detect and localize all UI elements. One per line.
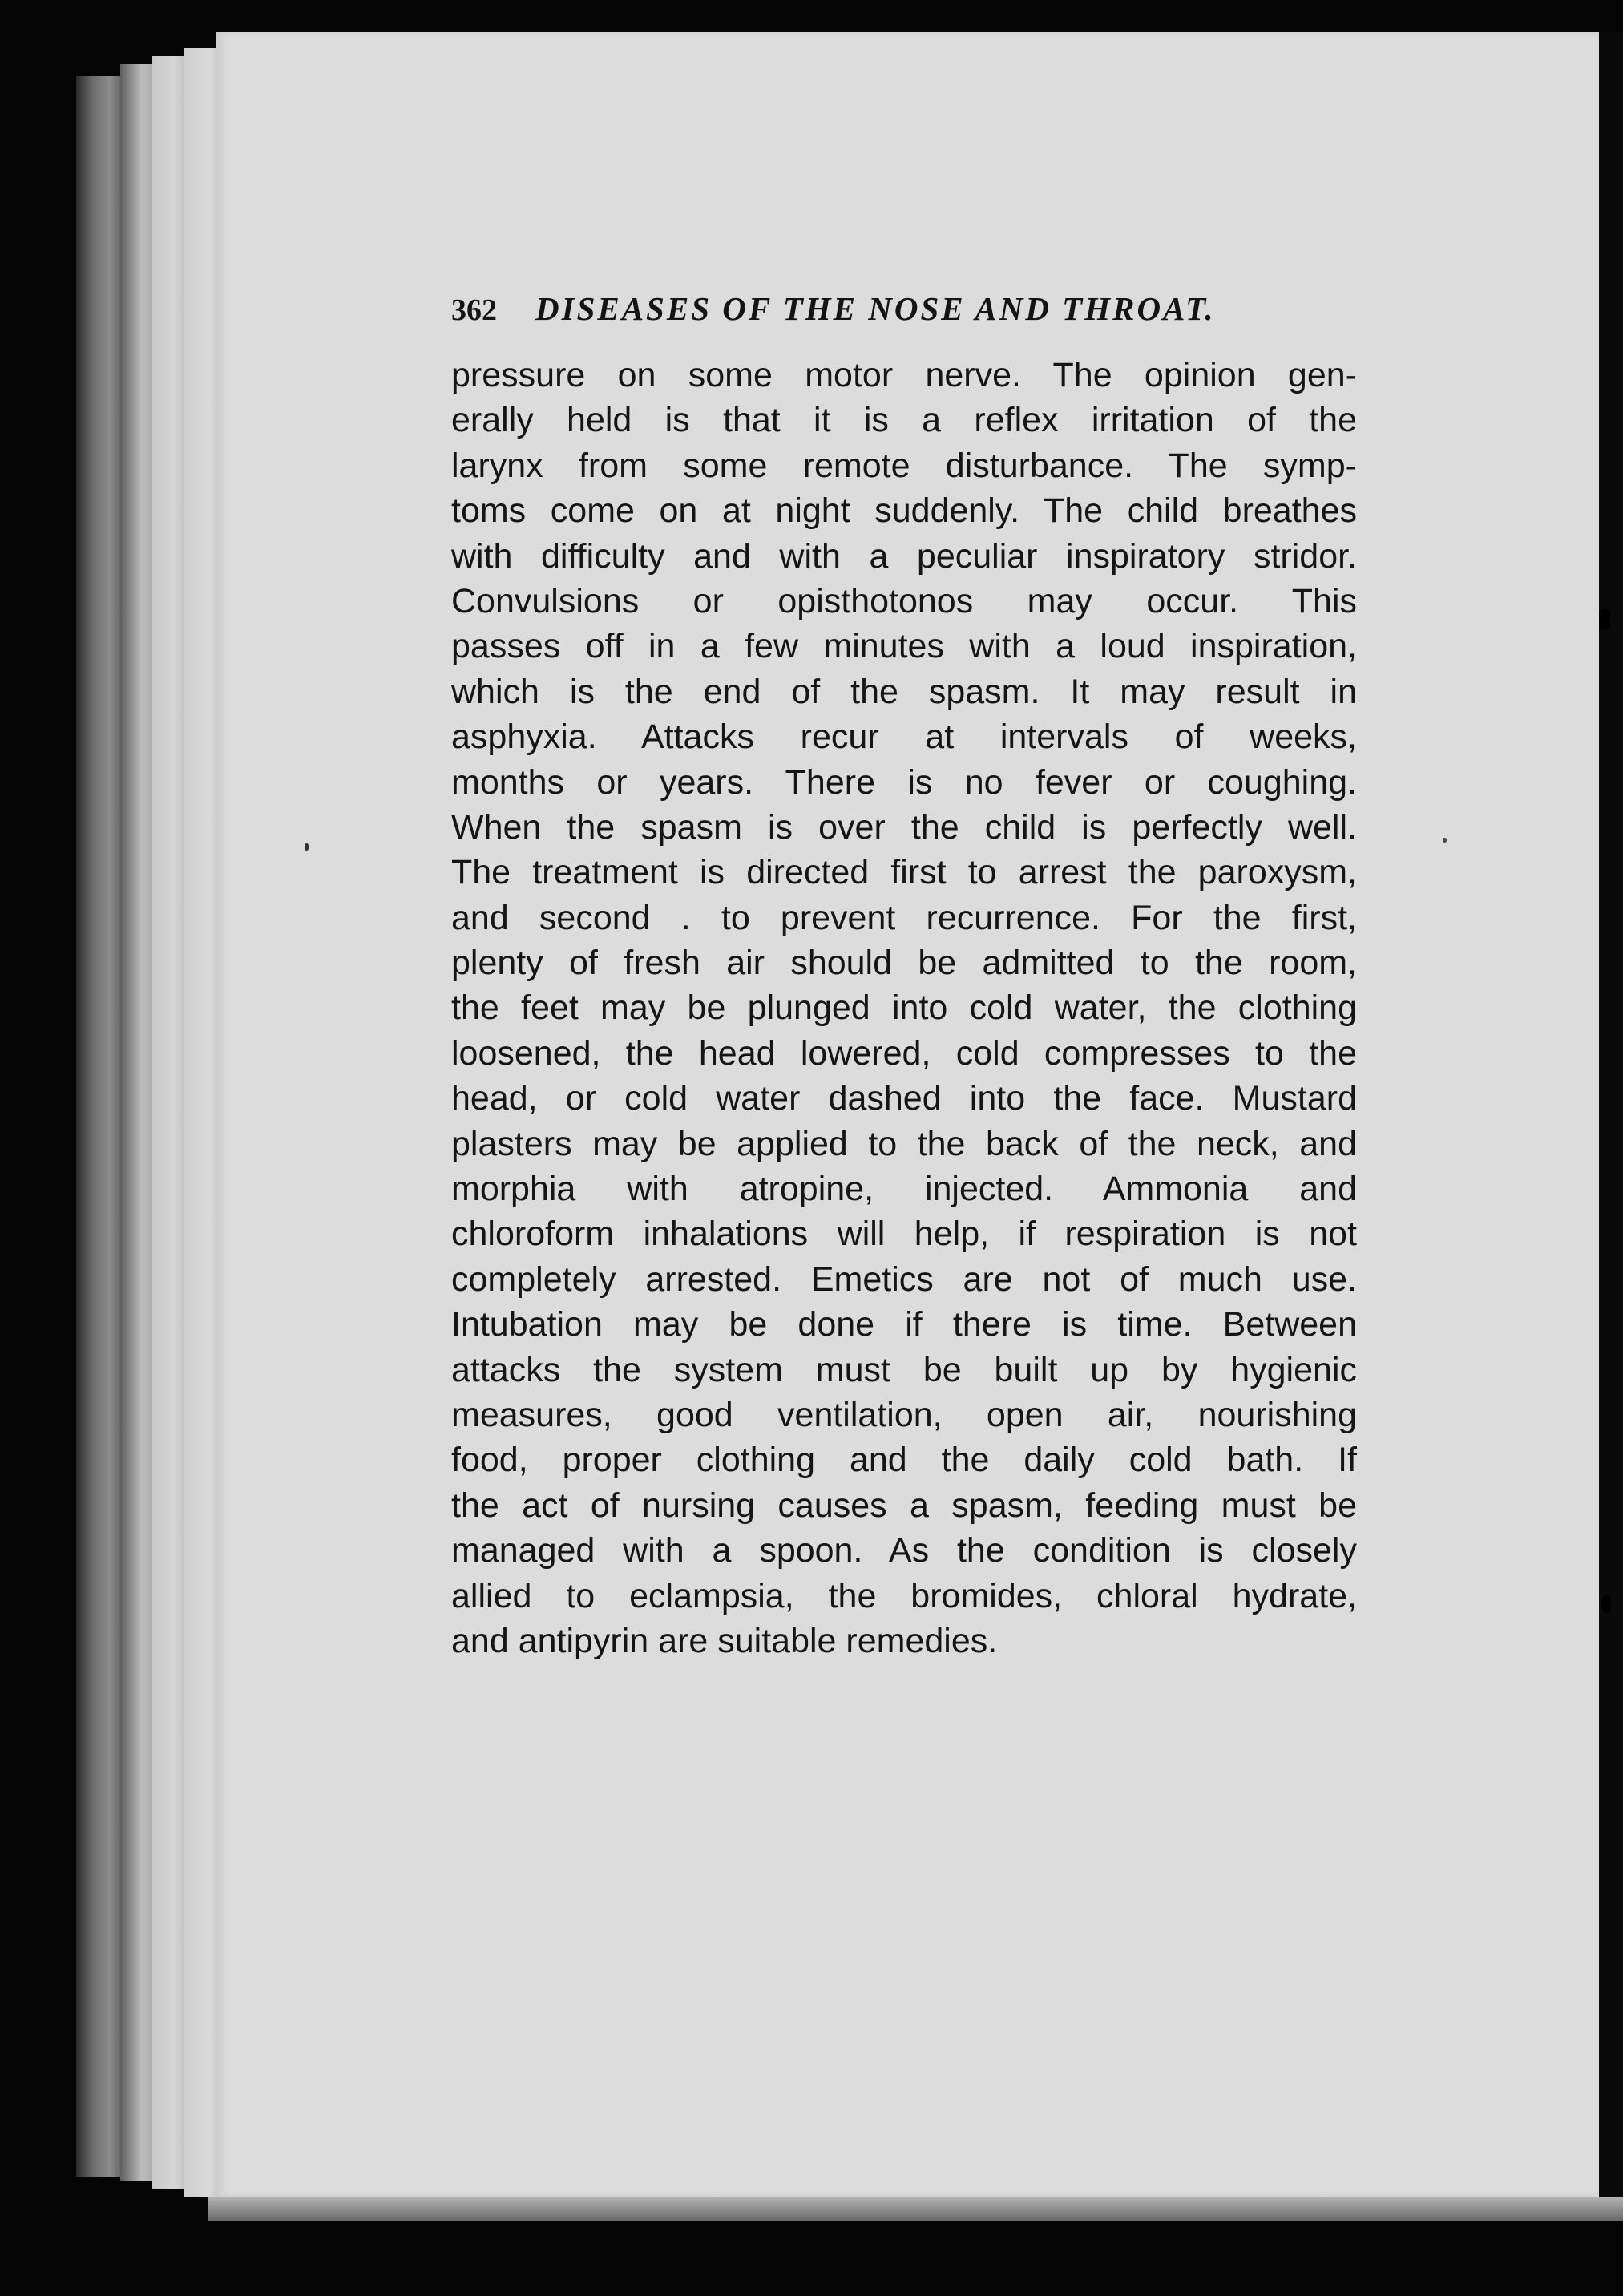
text-line: When the spasm is over the child is perfectly well. bbox=[451, 807, 1357, 847]
scan-speck bbox=[1601, 1595, 1611, 1613]
scan-speck bbox=[1599, 609, 1610, 630]
text-line: morphia with atropine, injected. Ammonia and bbox=[451, 1170, 1357, 1209]
text-line: the feet may be plunged into cold water, the clothing bbox=[451, 988, 1357, 1028]
text-line: loosened, the head lowered, cold compresses to the bbox=[451, 1033, 1357, 1073]
text-line: managed with a spoon. As the condition is closely bbox=[451, 1531, 1357, 1570]
text-line: with difficulty and with a peculiar inspiratory stridor. bbox=[451, 536, 1357, 576]
text-line: toms come on at night suddenly. The child breathes bbox=[451, 491, 1357, 531]
text-line: and second . to prevent recurrence. For the first, bbox=[451, 898, 1357, 937]
text-line: completely arrested. Emetics are not of much use. bbox=[451, 1259, 1357, 1299]
scan-speck bbox=[1443, 838, 1447, 843]
text-line: food, proper clothing and the daily cold bath. If bbox=[451, 1441, 1357, 1480]
text-line: erally held is that it is a reflex irritation of the bbox=[451, 401, 1357, 440]
text-line: and antipyrin are suitable remedies. bbox=[451, 1621, 998, 1660]
text-line: measures, good ventilation, open air, nourishing bbox=[451, 1395, 1357, 1434]
text-line: The treatment is directed first to arrest the paroxysm, bbox=[451, 853, 1357, 892]
scan-speck bbox=[305, 843, 309, 851]
book-edge-page-inner bbox=[184, 48, 220, 2197]
text-line: chloroform inhalations will help, if respiration is not bbox=[451, 1215, 1357, 1254]
text-line: plenty of fresh air should be admitted to the room, bbox=[451, 944, 1357, 983]
text-line: the act of nursing causes a spasm, feeding must be bbox=[451, 1486, 1357, 1525]
book-edge-outer bbox=[76, 76, 124, 2177]
running-title: DISEASES OF THE NOSE AND THROAT. bbox=[535, 290, 1216, 327]
text-line: months or years. There is no fever or coughing. bbox=[451, 762, 1357, 802]
body-paragraph bbox=[451, 353, 1357, 1663]
text-line: plasters may be applied to the back of the neck, and bbox=[451, 1124, 1357, 1163]
text-line: larynx from some remote disturbance. The symp- bbox=[451, 446, 1357, 485]
text-line: allied to eclampsia, the bromides, chloral hydrate, bbox=[451, 1576, 1357, 1615]
text-line: pressure on some motor nerve. The opinion gen- bbox=[451, 356, 1357, 394]
text-line: asphyxia. Attacks recur at intervals of weeks, bbox=[451, 718, 1357, 757]
page-right-edge bbox=[1599, 32, 1623, 2245]
text-line: attacks the system must be built up by hygienic bbox=[451, 1350, 1357, 1389]
page-bottom-edge bbox=[208, 2197, 1623, 2221]
running-head bbox=[451, 281, 1357, 337]
book-edge-page-stack bbox=[120, 64, 156, 2181]
page-number: 362 bbox=[451, 293, 497, 327]
text-line: which is the end of the spasm. It may result in bbox=[451, 672, 1357, 711]
text-line: passes off in a few minutes with a loud inspiration, bbox=[451, 627, 1357, 666]
scan-bottom-border bbox=[0, 2221, 1623, 2296]
text-line: Intubation may be done if there is time. Between bbox=[451, 1305, 1357, 1344]
text-line: Convulsions or opisthotonos may occur. This bbox=[451, 581, 1357, 620]
text-line: head, or cold water dashed into the face. Mustard bbox=[451, 1079, 1357, 1118]
book-edge-page-stack-inner bbox=[152, 56, 188, 2189]
